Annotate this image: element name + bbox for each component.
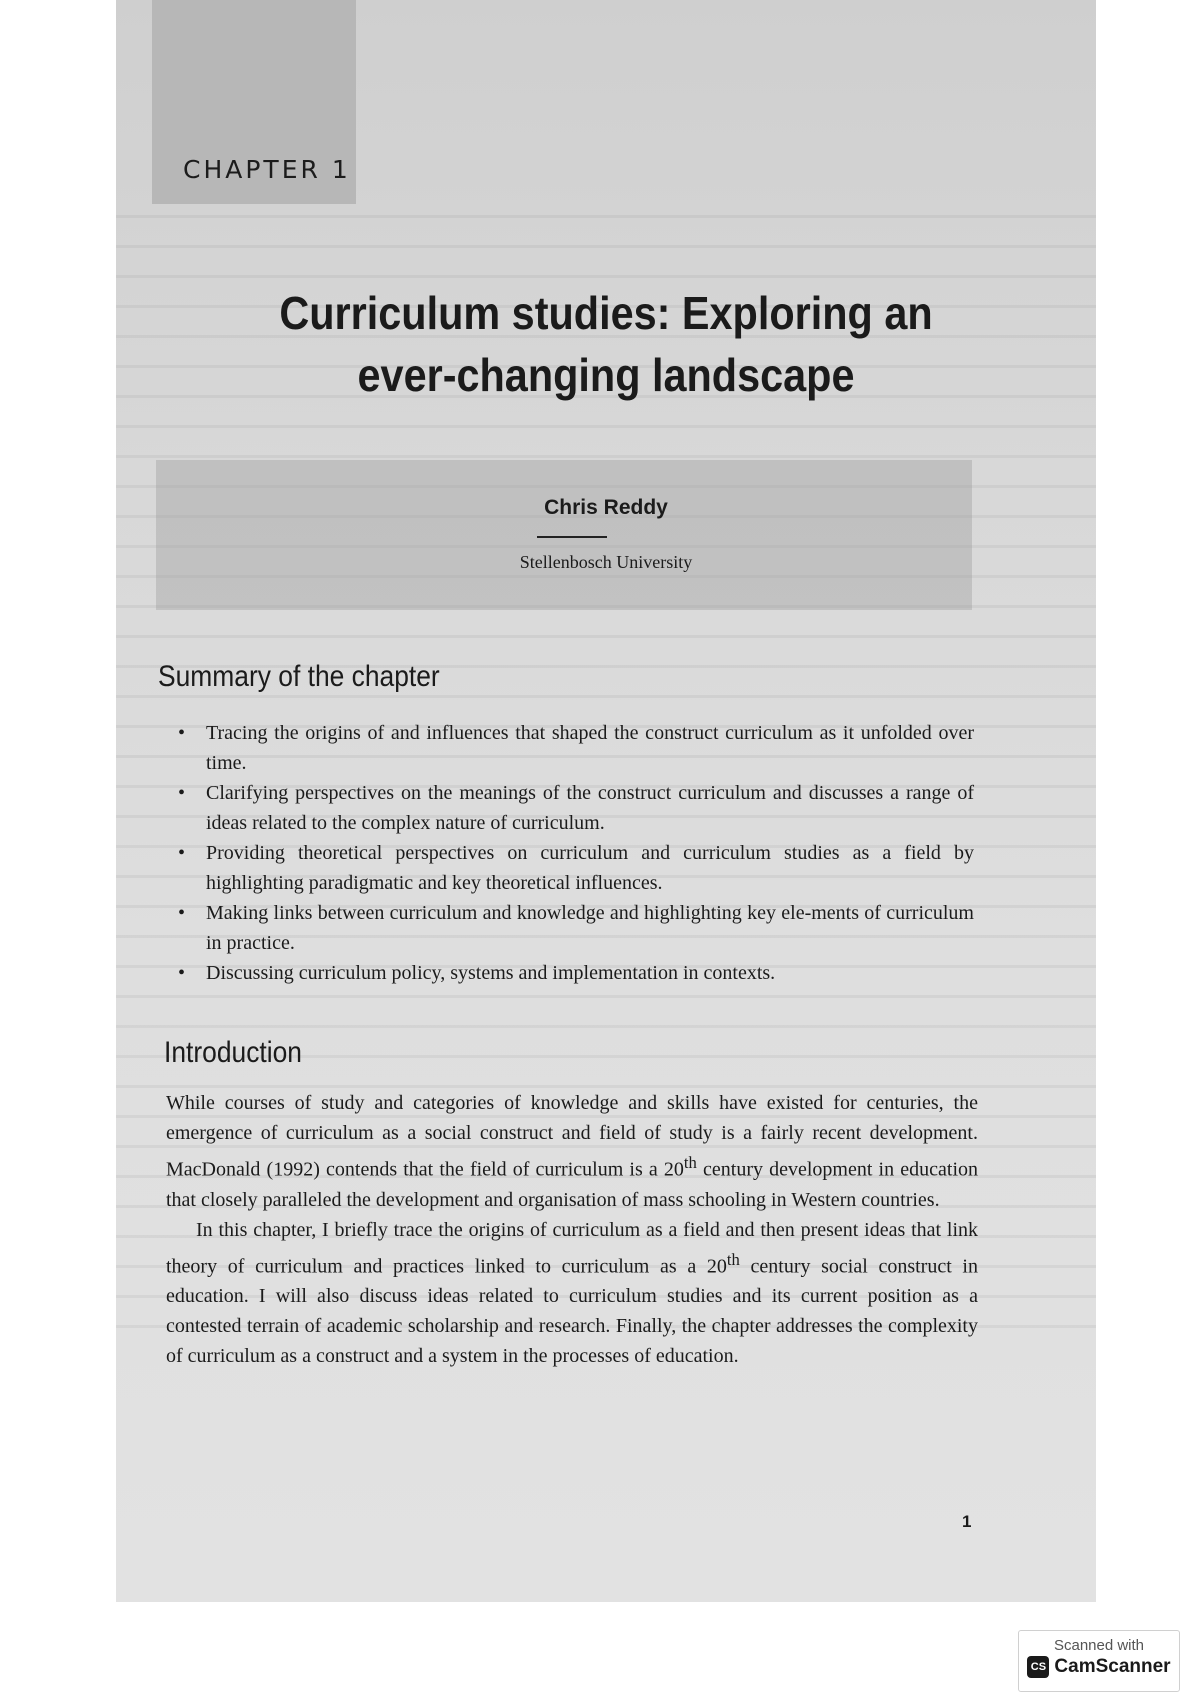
author-band	[156, 460, 972, 610]
bullet-icon: •	[178, 782, 186, 804]
scanned-page	[116, 0, 1096, 1602]
superscript: th	[683, 1153, 697, 1172]
camscanner-icon: CS	[1027, 1656, 1049, 1678]
summary-item	[178, 958, 974, 988]
page-number: 1	[962, 1512, 972, 1531]
camscanner-brand: CamScanner	[1054, 1656, 1171, 1677]
bullet-icon: •	[178, 962, 186, 984]
paragraph-text: century development in education that closely paralleled the development and organisation of mass schooling in Western countries.	[166, 1158, 978, 1211]
chapter-label: CHAPTER 1	[183, 155, 351, 184]
summary-item-text: Tracing the origins of and influences that shaped the construct curriculum as it unfolded over time.	[206, 722, 974, 774]
summary-item	[178, 778, 974, 838]
summary-item-text: Providing theoretical perspectives on curriculum and curriculum studies as a field by highlighting paradigmatic and key theoretical influences.	[206, 842, 974, 894]
summary-item	[178, 838, 974, 898]
summary-item-text: Discussing curriculum policy, systems and implementation in contexts.	[206, 962, 776, 984]
chapter-title	[237, 282, 975, 406]
bullet-icon: •	[178, 722, 186, 744]
author-name: Chris Reddy	[544, 496, 668, 519]
bullet-icon: •	[178, 902, 186, 924]
summary-item-text: Making links between curriculum and knowledge and highlighting key ele-ments of curriculum in practice.	[206, 902, 974, 954]
paragraph-text: In this chapter, I briefly trace the origins of curriculum as a field and then present ideas that link theory of curriculum and practices linked to curriculum as a 20	[166, 1218, 978, 1278]
summary-item-text: Clarifying perspectives on the meanings of the construct curriculum and discusses a range of ideas related to the complex nature of curriculum.	[206, 782, 974, 834]
summary-list	[178, 718, 974, 988]
chapter-title-line-2: ever-changing landscape	[357, 349, 855, 401]
introduction-heading: Introduction	[164, 1036, 302, 1069]
summary-heading: Summary of the chapter	[158, 660, 440, 693]
superscript: th	[726, 1249, 740, 1269]
introduction-paragraph-2	[166, 1215, 978, 1372]
introduction-body	[166, 1088, 978, 1371]
summary-item	[178, 718, 974, 778]
camscanner-logo	[1019, 1656, 1179, 1678]
paragraph-text: century social construct in education. I will also discuss ideas related to curriculum studies and its current position as a contested terrain of academic scholarship and research. Finally, the chapter addresses the complexity of curriculum as a construct and a system in the processes of education.	[166, 1255, 978, 1368]
author-affiliation: Stellenbosch University	[519, 552, 693, 572]
author-rule	[537, 536, 607, 538]
camscanner-watermark	[1018, 1630, 1180, 1692]
introduction-paragraph-1	[166, 1088, 978, 1215]
chapter-title-line-1: Curriculum studies: Exploring an	[279, 287, 933, 339]
summary-item	[178, 898, 974, 958]
paragraph-text: While courses of study and categories of knowledge and skills have existed for centuries, the emergence of curriculum as a social construct and field of study is a fairly recent development. MacDonald (1992) contends that the field of curriculum is a 20	[166, 1092, 978, 1181]
scanned-with-label: Scanned with	[1053, 1637, 1145, 1654]
bullet-icon: •	[178, 842, 186, 864]
